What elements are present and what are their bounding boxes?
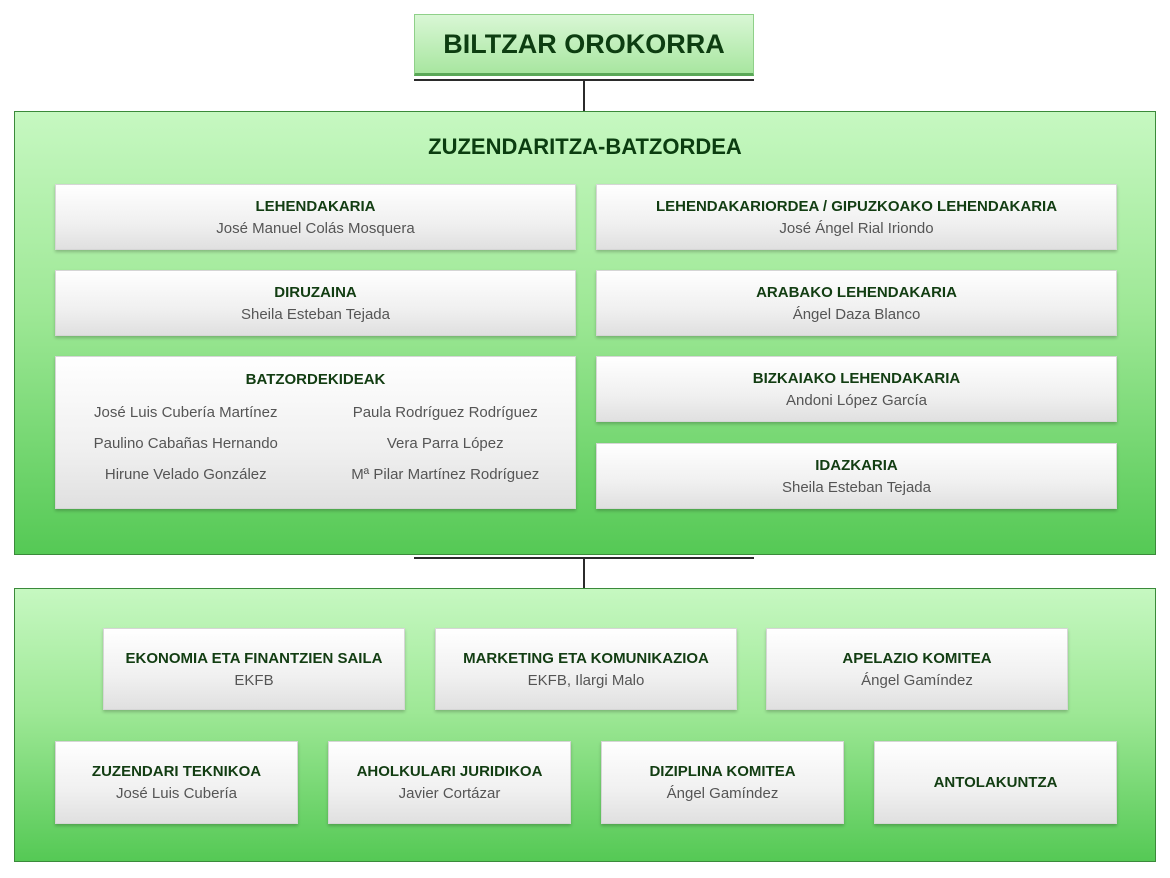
general-assembly-title: BILTZAR OROKORRA [443, 28, 725, 59]
president-role: LEHENDAKARIA [255, 197, 376, 215]
treasurer-role: DIRUZAINA [274, 283, 357, 301]
bizkaia-president-name: Andoni López García [786, 391, 927, 409]
araba-president-card [596, 270, 1117, 336]
secretary-card [596, 443, 1117, 509]
department-role: AHOLKULARI JURIDIKOA [356, 763, 543, 780]
connector-top-v [583, 79, 585, 111]
members-list [56, 397, 575, 490]
member-name: Vera Parra López [386, 435, 504, 452]
department-name: EKFB, Ilargi Malo [527, 671, 645, 689]
bizkaia-president-card [596, 356, 1117, 422]
departments-panel [14, 588, 1156, 862]
member-name: Paulino Cabañas Hernando [93, 435, 278, 452]
department-card [766, 628, 1068, 710]
department-role: APELAZIO KOMITEA [842, 649, 992, 667]
department-card [55, 741, 298, 824]
department-name: EKFB [234, 671, 274, 689]
department-card [103, 628, 405, 710]
department-name: Ángel Gamíndez [861, 671, 973, 689]
member-name: Hirune Velado González [104, 466, 267, 483]
connector-mid-v [583, 557, 585, 588]
department-role: ZUZENDARI TEKNIKOA [91, 763, 262, 780]
vice-president-role: LEHENDAKARIORDEA / GIPUZKOAKO LEHENDAKARIA [655, 197, 1058, 215]
department-role: ANTOLAKUNTZA [933, 774, 1058, 791]
araba-president-name: Ángel Daza Blanco [792, 305, 921, 323]
board-panel [14, 111, 1156, 555]
department-card [328, 741, 571, 824]
bizkaia-president-role: BIZKAIAKO LEHENDAKARIA [752, 369, 961, 387]
board-title: ZUZENDARITZA-BATZORDEA [428, 134, 742, 159]
department-role: EKONOMIA ETA FINANTZIEN SAILA [125, 649, 383, 667]
treasurer-name: Sheila Esteban Tejada [240, 305, 390, 323]
member-name: Mª Pilar Martínez Rodríguez [351, 466, 540, 483]
secretary-role: IDAZKARIA [815, 456, 898, 474]
member-name: Paula Rodríguez Rodríguez [352, 404, 538, 421]
members-card [55, 356, 576, 509]
department-card [435, 628, 737, 710]
president-card [55, 184, 576, 250]
department-card [601, 741, 844, 824]
department-role: MARKETING ETA KOMUNIKAZIOA [463, 649, 709, 667]
general-assembly-box [414, 14, 754, 76]
department-name: Javier Cortázar [398, 785, 501, 802]
president-name: José Manuel Colás Mosquera [216, 219, 415, 237]
member-name: José Luis Cubería Martínez [94, 404, 278, 421]
department-card [874, 741, 1117, 824]
department-role: DIZIPLINA KOMITEA [649, 763, 796, 780]
vice-president-card [596, 184, 1117, 250]
members-role: BATZORDEKIDEAK [245, 371, 386, 388]
vice-president-name: José Ángel Rial Iriondo [779, 219, 934, 237]
secretary-name: Sheila Esteban Tejada [781, 478, 931, 496]
treasurer-card [55, 270, 576, 336]
department-name: Ángel Gamíndez [666, 785, 779, 802]
araba-president-role: ARABAKO LEHENDAKARIA [756, 283, 957, 301]
department-name: José Luis Cubería [116, 785, 237, 802]
